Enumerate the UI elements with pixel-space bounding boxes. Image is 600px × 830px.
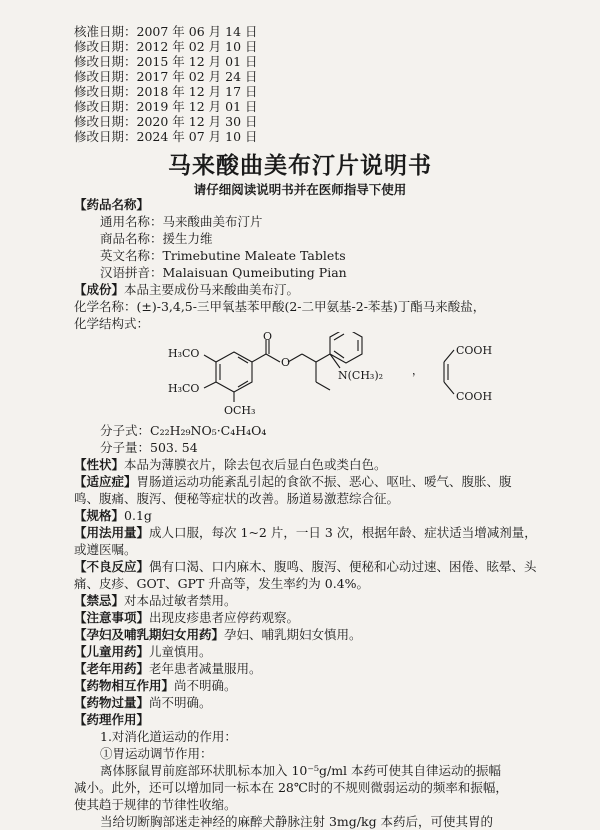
carbonyl-oxygen-label: O <box>263 332 273 343</box>
precautions-line <box>74 609 574 626</box>
ester-oxygen-label: O <box>281 356 291 369</box>
pregnancy-line <box>74 626 574 643</box>
contra-text: 对本品过敏者禁用。 <box>124 593 237 608</box>
section-pharmacology-header: 【药理作用】 <box>74 712 150 727</box>
section-children-header: 【儿童用药】 <box>74 644 150 659</box>
salt-comma: ， <box>412 364 423 377</box>
interactions-text: 尚不明确。 <box>174 678 237 693</box>
indications-line1 <box>74 473 574 490</box>
properties-text: 本品为薄膜衣片，除去包衣后显白色或类白色。 <box>124 457 387 472</box>
children-text: 儿童慎用。 <box>149 644 212 659</box>
adverse-text: 偶有口渴、口内麻木、腹鸣、腹泻、便秘和心动过速、困倦、眩晕、头 <box>149 559 537 574</box>
properties-line <box>74 456 574 473</box>
section-overdose-header: 【药物过量】 <box>74 695 150 710</box>
english-name: 英文名称：Trimebutine Maleate Tablets <box>100 248 346 263</box>
section-adverse-header: 【不良反应】 <box>74 559 150 574</box>
elderly-text: 老年患者减量服用。 <box>149 661 262 676</box>
pregnancy-text: 孕妇、哺乳期妇女慎用。 <box>224 627 362 642</box>
section-interactions-header: 【药物相互作用】 <box>74 678 175 693</box>
generic-name: 通用名称：马来酸曲美布汀片 <box>100 214 263 229</box>
methoxy-label-bottom: OCH₃ <box>224 404 256 417</box>
section-pregnancy-header: 【孕妇及哺乳期妇女用药】 <box>74 627 225 642</box>
pharmacology-item1a: ①胃运动调节作用： <box>100 746 213 761</box>
pharmacology-item1: 1.对消化道运动的作用： <box>100 729 237 744</box>
dimethylamino-label: N(CH₃)₂ <box>338 369 384 382</box>
revision-date: 修改日期：2012 年 02 月 10 日 <box>74 39 258 54</box>
revision-date: 修改日期：2020 年 12 月 30 日 <box>74 114 258 129</box>
document-subtitle: 请仔细阅读说明书并在医师指导下使用 <box>193 182 407 197</box>
section-properties-header: 【性状】 <box>74 457 125 472</box>
revision-dates <box>74 24 258 144</box>
children-line <box>74 643 574 660</box>
pharmacology-para1-line3: 使其趋于规律的节律性收缩。 <box>74 797 237 812</box>
chemical-name-line2: 化学结构式： <box>74 316 150 331</box>
methoxy-label-mid: H₃CO <box>168 382 200 395</box>
revision-date: 修改日期：2019 年 12 月 01 日 <box>74 99 258 114</box>
chemical-name-line1: 化学名称：(±)-3,4,5-三甲氧基苯甲酸(2-二甲氨基-2-苯基)丁酯马来酸盐， <box>74 299 486 314</box>
document-title: 马来酸曲美布汀片说明书 <box>168 153 432 179</box>
elderly-line <box>74 660 574 677</box>
composition-line <box>74 281 574 298</box>
precautions-text: 出现皮疹患者应停药观察。 <box>149 610 300 625</box>
pinyin-name: 汉语拼音：Malaisuan Qumeibuting Pian <box>100 265 347 280</box>
section-indications-header: 【适应症】 <box>74 474 137 489</box>
adverse-line1 <box>74 558 574 575</box>
dosage-line2: 或遵医嘱。 <box>74 542 137 557</box>
methoxy-label-top: H₃CO <box>168 347 200 360</box>
section-spec-header: 【规格】 <box>74 508 125 523</box>
pharmacology-para1-line1: 离体豚鼠胃前庭部环状肌标本加入 10⁻⁵g/ml 本药可使其自律运动的振幅 <box>100 763 502 778</box>
document-body <box>74 196 574 830</box>
molecular-formula: 分子式：C₂₂H₂₉NO₅·C₄H₄O₄ <box>100 423 267 438</box>
pharmacology-para1-line2: 减小。此外，还可以增加同一标本在 28℃时的不规则微弱运动的频率和振幅， <box>74 780 508 795</box>
structure-diagram <box>154 332 574 422</box>
dosage-text: 成人口服，每次 1~2 片，一日 3 次，根据年龄、症状适当增减剂量， <box>149 525 537 540</box>
approval-date: 核准日期：2007 年 06 月 14 日 <box>74 24 258 39</box>
revision-date: 修改日期：2017 年 02 月 24 日 <box>74 69 258 84</box>
carboxyl-label-bottom: COOH <box>456 390 493 403</box>
overdose-text: 尚不明确。 <box>149 695 212 710</box>
section-drug-name-header: 【药品名称】 <box>74 197 150 212</box>
adverse-line2: 痛、皮疹、GOT、GPT 升高等，发生率约为 0.4%。 <box>74 576 370 591</box>
trimethoxyphenyl-ring <box>216 352 252 392</box>
revision-date: 修改日期：2015 年 12 月 01 日 <box>74 54 258 69</box>
carboxyl-label-top: COOH <box>456 344 493 357</box>
molecular-weight: 分子量：503. 54 <box>100 440 198 455</box>
pharmacology-para2-line1: 当给切断胸部迷走神经的麻醉犬静脉注射 3mg/kg 本药后，可使其胃的 <box>100 814 494 829</box>
composition-text: 本品主要成份马来酸曲美布汀。 <box>124 282 300 297</box>
revision-date: 修改日期：2024 年 07 月 10 日 <box>74 129 258 144</box>
section-contra-header: 【禁忌】 <box>74 593 125 608</box>
section-precautions-header: 【注意事项】 <box>74 610 150 625</box>
section-elderly-header: 【老年用药】 <box>74 661 150 676</box>
contra-line <box>74 592 574 609</box>
overdose-line <box>74 694 574 711</box>
revision-date: 修改日期：2018 年 12 月 17 日 <box>74 84 258 99</box>
trade-name: 商品名称：援生力维 <box>100 231 213 246</box>
interactions-line <box>74 677 574 694</box>
spec-line <box>74 507 574 524</box>
spec-text: 0.1g <box>124 508 152 523</box>
chemical-structure <box>74 332 574 422</box>
dosage-line1 <box>74 524 574 541</box>
section-dosage-header: 【用法用量】 <box>74 525 150 540</box>
section-composition-header: 【成份】 <box>74 282 125 297</box>
indications-line2: 鸣、腹痛、腹泻、便秘等症状的改善。肠道易激惹综合征。 <box>74 491 400 506</box>
indications-text: 胃肠道运动功能紊乱引起的食欲不振、恶心、呕吐、嗳气、腹胀、腹 <box>136 474 512 489</box>
